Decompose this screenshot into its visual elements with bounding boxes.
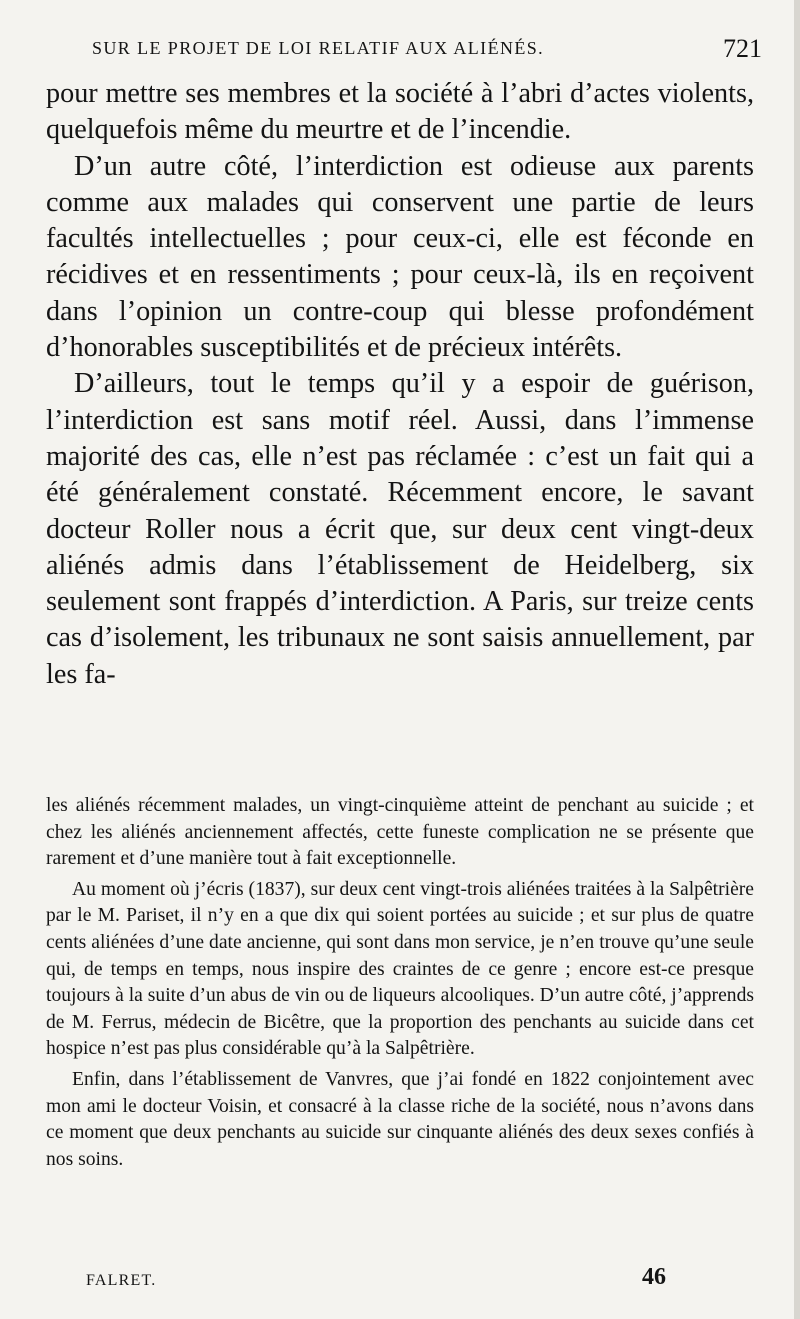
body-paragraph: D’un autre côté, l’interdiction est odieuse aux parents comme aux malades qui conservent une partie de leurs facultés intellectuelles ; pour ceux-ci, elle est féconde en récidives et en ressentiments ; pour ceux-là, ils en reçoivent dans l’opinion un contre-coup qui blesse profondément d’honorables susceptibilités et de précieux intérêts.: [46, 150, 754, 364]
footnote-paragraph: Au moment où j’écris (1837), sur deux cent vingt-trois aliénées traitées à la Salpêtrière par le M. Pariset, il n’y en a que dix qui soient portées au suicide ; et sur plus de quatre cents aliénées d’une date ancienne, qui sont dans mon service, je n’en trouve qu’une seule qui, de temps en temps, nous inspire des craintes de ce genre ; encore est-ce presque toujours à la suite d’un abus de vin ou de liqueurs alcooliques. D’un autre côté, j’apprends de M. Ferrus, médecin de Bicêtre, que la proportion des penchants au suicide dans cet hospice n’est pas plus considérable qu’à la Salpêtrière.: [46, 878, 754, 1060]
page-footer: [86, 1264, 686, 1296]
signature-mark: FALRET.: [86, 1272, 157, 1289]
footnote-paragraph: Enfin, dans l’établissement de Vanvres, que j’ai fondé en 1822 conjointement avec mon ami le docteur Voisin, et consacré à la classe riche de la société, nous n’avons dans ce moment que deux penchants au suicide sur cinquante aliénés des deux sexes confiés à nos soins.: [46, 1068, 754, 1170]
page-header: [92, 34, 762, 64]
main-text: [46, 76, 754, 693]
running-title: SUR LE PROJET DE LOI RELATIF AUX ALIÉNÉS.: [92, 38, 545, 58]
sheet-number: 46: [642, 1264, 666, 1290]
body-paragraph: D’ailleurs, tout le temps qu’il y a espoir de guérison, l’interdiction est sans motif réel. Aussi, dans l’immense majorité des cas, elle n’est pas réclamée : c’est un fait qui a été généralement constaté. Récemment encore, le savant docteur Roller nous a écrit que, sur deux cent vingt-deux aliénés admis dans l’établissement de Heidelberg, six seulement sont frappés d’interdiction. A Paris, sur treize cents cas d’isolement, les tribunaux ne sont saisis annuellement, par les fa-: [46, 368, 754, 690]
page-number: 721: [723, 34, 762, 63]
footnote-paragraph: les aliénés récemment malades, un vingt-cinquième atteint de penchant au suicide ; et chez les aliénés anciennement affectés, cette funeste complication ne se présente que rarement et d’une manière tout à fait exceptionnelle.: [46, 795, 754, 870]
body-paragraph: pour mettre ses membres et la société à l’abri d’actes violents, quelquefois même du meurtre et de l’incendie.: [46, 78, 754, 146]
footnotes: [46, 793, 754, 1173]
